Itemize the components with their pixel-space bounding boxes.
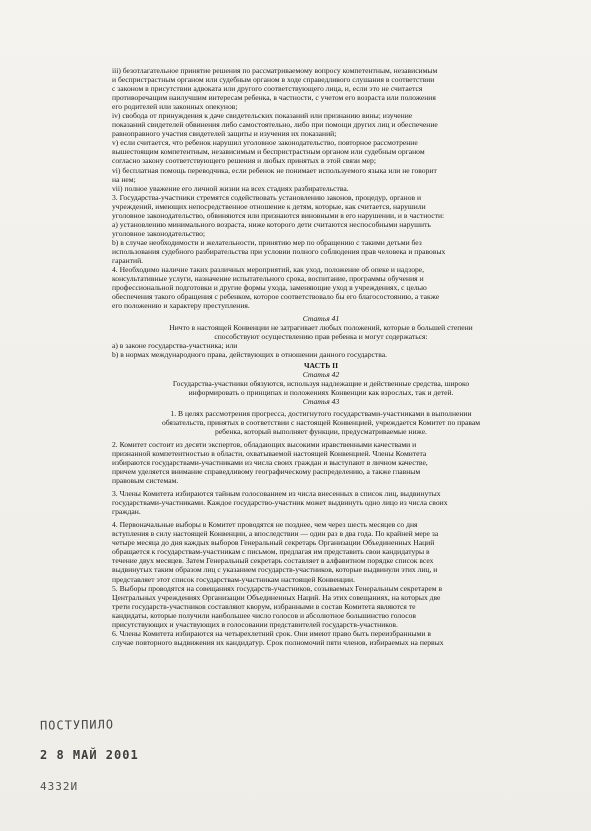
text-line: обращается к государствам-участникам с письмом, предлагая им представить свои кандидатуры в: [112, 547, 430, 557]
text-line: течение двух месяцев. Затем Генеральный секретарь составляет в алфавитном порядке список всех: [112, 556, 434, 566]
text-line: b) в случае необходимости и желательности, принятию мер по обращению с такими детьми без: [112, 237, 422, 247]
text-line: представляет этот список государствам-участникам настоящей Конвенции.: [112, 574, 355, 584]
part-heading: ЧАСТЬ II: [303, 360, 339, 370]
text-line: 2. Комитет состоит из десяти экспертов, обладающих высокими нравственными качествами и: [112, 439, 417, 449]
article-41-text: Ничто в настоящей Конвенции не затрагивает любых положений, которые в большей степени: [169, 323, 473, 333]
text-line: vii) полное уважение его личной жизни на всех стадиях разбирательства.: [112, 183, 349, 193]
registration-number-stamp: 4332И: [40, 780, 79, 793]
text-line: Центральных учреждениях Организации Объединенных Наций. На этих совещаниях, на которых две: [112, 592, 441, 602]
article-43-paragraph-5: [112, 584, 530, 629]
text-line: 5. Выборы проводятся на совещаниях государств-участников, созываемых Генеральным секретарем в: [112, 583, 443, 593]
text-line: согласно закону соответствующего решения и любых принятых в этой связи мер;: [112, 156, 376, 166]
text-line: гарантий.: [112, 255, 144, 265]
article-41-item-b: b) в нормах международного права, действующих в отношении данного государства.: [112, 350, 388, 360]
text-line: использования судебного разбирательства при условии полного соблюдения прав человека и правовых: [112, 246, 446, 256]
text-line: 1. В целях рассмотрения прогресса, достигнутого государствами-участниками в выполнении: [170, 408, 472, 418]
document-body: [112, 66, 530, 647]
article-43-paragraph-2: [112, 440, 530, 485]
text-line: вышестоящим компетентным, независимым и беспристрастным органом или судебным органом: [112, 147, 425, 157]
text-line: профессиональной подготовки и другие формы ухода, заменяющие уход в учреждениях, с целью: [112, 283, 427, 293]
text-line: 4. Необходимо наличие таких различных мероприятий, как уход, положение об опеке и надзоре,: [112, 265, 425, 275]
article-43-paragraph-3: [112, 489, 530, 516]
text-line: a) установлению минимального возраста, ниже которого дети считаются неспособными нарушить: [112, 219, 431, 229]
text-line: правовым системам.: [112, 476, 179, 486]
text-line: на нем;: [112, 174, 136, 184]
text-line: его родителей или законных опекунов;: [112, 102, 238, 112]
text-line: с законом в присутствии адвоката или другого соответствующего лица, и, если это не считается: [112, 84, 423, 94]
text-line: iii) безотлагательное принятие решения по рассматриваемому вопросу компетентным, независимым: [112, 66, 438, 75]
article-43-title: Статья 43: [302, 396, 340, 406]
article-43-paragraph-6: [112, 629, 530, 647]
text-line: обеспечения такого обращения с ребенком, которое соответствовало бы его благосостоянию, а также: [112, 292, 440, 302]
text-line: ребенка, который выполняет функции, предусматриваемые ниже.: [215, 426, 427, 436]
opening-lines: [112, 66, 530, 310]
text-line: равноправного участия свидетелей защиты и изучения их показаний;: [112, 129, 337, 139]
text-line: v) если считается, что ребенок нарушил уголовное законодательство, повторное рассмотрение: [112, 138, 418, 148]
text-line: учреждений, имеющих непосредственное отношение к детям, которые, как считается, нарушили: [112, 201, 426, 211]
text-line: iv) свобода от принуждения к даче свидетельских показаний или признанию вины; изучение: [112, 111, 413, 121]
text-line: избираются государствами-участниками из числа своих граждан и выступают в личном качестве,: [112, 457, 428, 467]
text-line: 3. Члены Комитета избираются тайным голосованием из числа внесенных в список лиц, выдвинутых: [112, 489, 441, 499]
text-line: случае повторного выдвижения их кандидатур. Срок полномочий пяти членов, избираемых на первых: [112, 637, 444, 647]
text-line: обязательств, принятых в соответствии с настоящей Конвенцией, учреждается Комитет по правам: [161, 417, 481, 427]
text-line: трети государств-участников составляют кворум, избранными в состав Комитета являются те: [112, 601, 416, 611]
text-line: и беспристрастным органом или судебным органом в ходе справедливого слушания в соответствии: [112, 75, 435, 85]
text-line: присутствующих и участвующих в голосовании представителей государств-участников.: [112, 619, 398, 629]
text-line: граждан.: [112, 507, 141, 517]
text-line: государствами-участниками. Каждое государство-участник может выдвинуть одно лицо из числа своих: [112, 498, 448, 508]
text-line: 3. Государства-участники стремятся содействовать установлению законов, процедур, органов и: [112, 192, 422, 202]
article-43-paragraph-1: [112, 409, 530, 436]
text-line: противоречащим наилучшим интересам ребенка, в частности, с учетом его возраста или положения: [112, 93, 436, 103]
text-line: 4. Первоначальные выборы в Комитет проводятся не позднее, чем через шесть месяцев со дня: [112, 520, 418, 530]
article-41-text: способствуют осуществлению прав ребенка и могут содержаться:: [214, 332, 428, 342]
text-line: консультативные услуги, назначение испытательного срока, воспитание, программы обучения и: [112, 274, 424, 284]
text-line: причем уделяется внимание справедливому географическому распределению, а также главным: [112, 467, 421, 477]
article-41-item-a: a) в законе государства-участника; или: [112, 341, 238, 351]
article-43-paragraph-4: [112, 520, 530, 583]
received-date-stamp: 2 8 МАЙ 2001: [40, 748, 139, 762]
text-line: кандидаты, которые получили наибольшее число голосов и абсолютное большинство голосов: [112, 610, 416, 620]
text-line: показаний свидетелей обвинения либо самостоятельно, либо при помощи других лиц и обеспечение: [112, 120, 438, 130]
text-line: его положению и характеру преступления.: [112, 301, 250, 311]
text-line: уголовное законодательство;: [112, 228, 206, 238]
article-42-title: Статья 42: [302, 369, 340, 379]
text-line: vi) бесплатная помощь переводчика, если ребенок не понимает используемого языка или не говорит: [112, 165, 437, 175]
article-42-text: информировать о принципах и положениях Конвенции как взрослых, так и детей.: [188, 387, 454, 397]
article-41-title: Статья 41: [302, 314, 340, 324]
article-42-text: Государства-участники обязуются, используя надлежащие и действенные средства, широко: [172, 378, 470, 388]
text-line: уголовное законодательство, обвиняются или признаются виновными в его нарушении, и в частности:: [112, 210, 445, 220]
received-stamp: ПОСТУПИЛО: [39, 717, 115, 733]
text-line: вступления в силу настоящей Конвенции, а впоследствии — один раз в два года. По крайней мере за: [112, 529, 439, 539]
text-line: выдвинутых таким образом лиц с указанием государств-участников, которые выдвинули этих лиц, и: [112, 565, 438, 575]
text-line: 6. Члены Комитета избираются на четырехлетний срок. Они имеют право быть переизбранными в: [112, 628, 431, 638]
text-line: четыре месяца до дня каждых выборов Генеральный секретарь Организации Объединенных Наций: [112, 538, 435, 548]
text-line: признанной компетентностью в области, охватываемой настоящей Конвенцией. Члены Комитета: [112, 448, 427, 458]
